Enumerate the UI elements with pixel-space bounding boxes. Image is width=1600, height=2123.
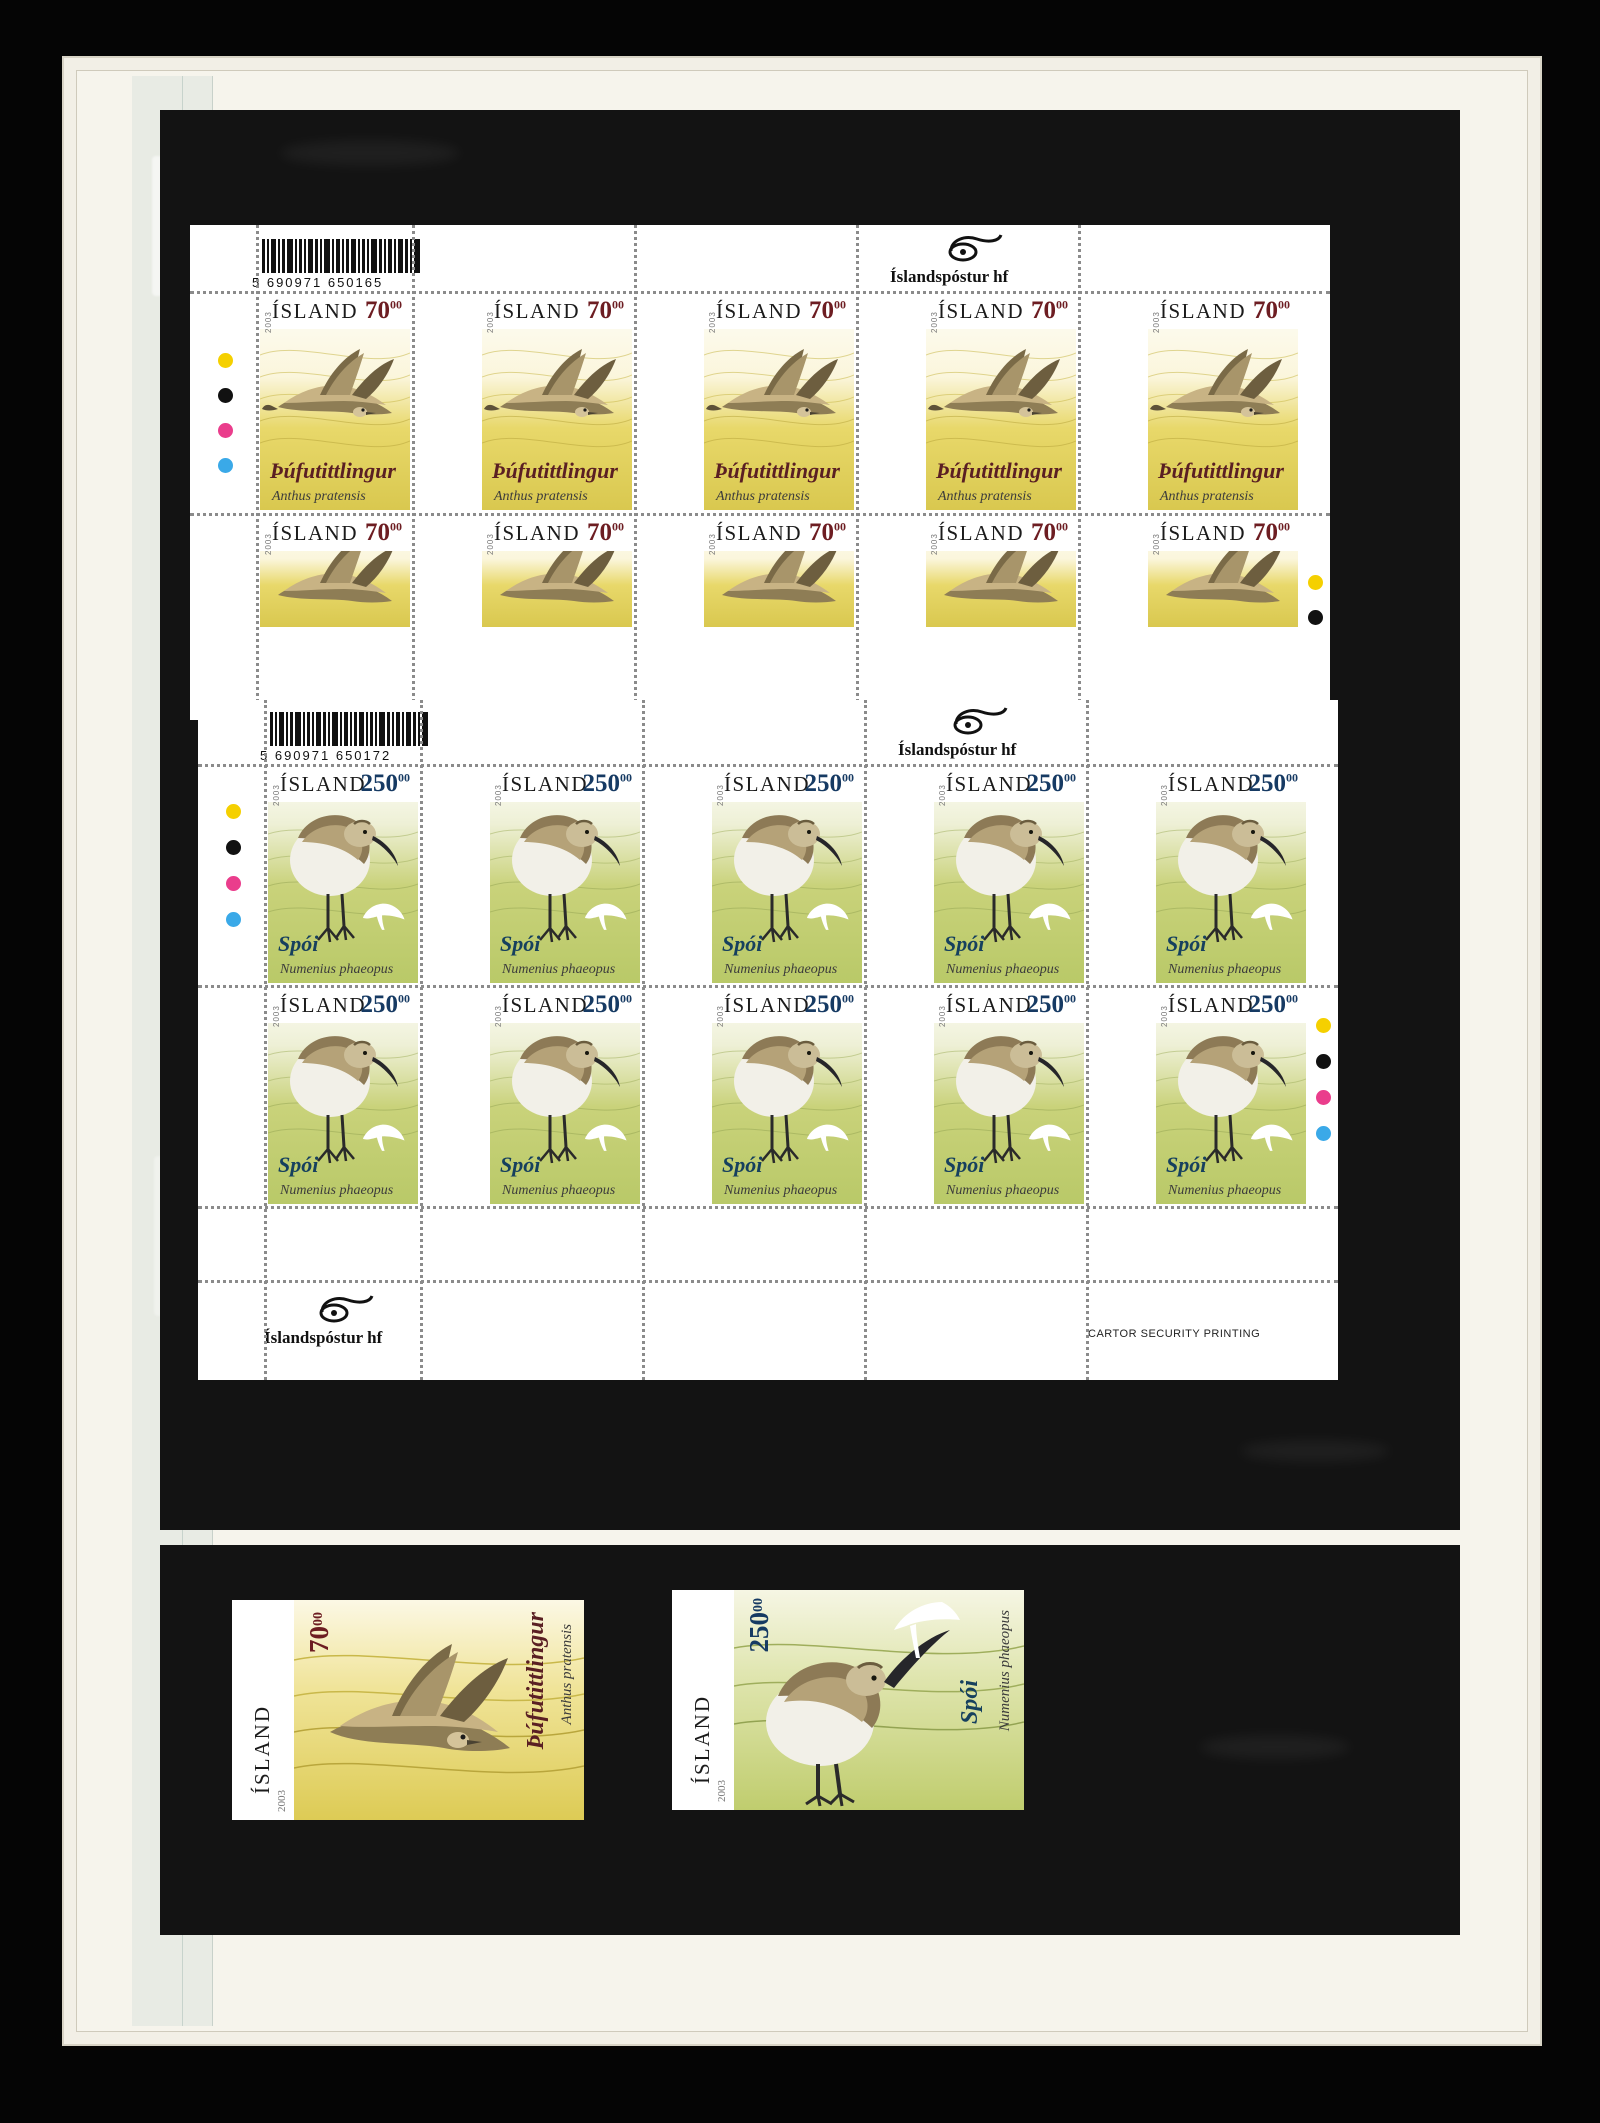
stamp-pipit[interactable] (704, 517, 854, 627)
single-stamp-pipit[interactable] (232, 1600, 584, 1820)
stamp-value: $250^{00}$ (804, 770, 854, 797)
stamp-bird-name: Spói (722, 931, 763, 956)
stamp-bird-name: Spói (944, 931, 985, 956)
stamp-year: 2003 (486, 533, 495, 555)
perforation-col (642, 700, 645, 1380)
perforation-col (412, 225, 415, 720)
stamp-bird-name: Þúfutittlingur (523, 1612, 549, 1750)
perforation-row (190, 513, 1330, 516)
stamp-bird-name: Þúfutittlingur (492, 458, 618, 483)
barcode-whimbrel (270, 712, 430, 746)
white-bird-silhouette (1244, 1109, 1296, 1153)
color-dot-black (1308, 610, 1323, 625)
stamp-year: 2003 (938, 784, 947, 806)
stamp-latin-name: Numenius phaeopus (280, 962, 394, 977)
stamp-bird-name: Þúfutittlingur (714, 458, 840, 483)
stamp-value: $250^{00}$ (360, 770, 410, 797)
color-dot-cyan (218, 458, 233, 473)
stamp-bird-name: Spói (944, 1152, 985, 1177)
stamp-value: $70^{00}$ (809, 297, 846, 324)
stamp-year: 2003 (264, 533, 273, 555)
perforation-row (198, 985, 1338, 988)
stamp-latin-name: Numenius phaeopus (502, 1183, 616, 1198)
stamp-value: $250^{00}$ (582, 770, 632, 797)
stamp-latin-name: Numenius phaeopus (1168, 962, 1282, 977)
white-bird-silhouette (800, 1109, 852, 1153)
stamp-year: 2003 (272, 1005, 281, 1027)
perforation-col (634, 225, 637, 720)
imprint-whimbrel-top: Íslandspóstur hf (898, 740, 1017, 759)
single-stamp-whimbrel[interactable] (672, 1590, 1024, 1810)
card-smudge (1200, 1735, 1350, 1759)
stamp-latin-name: Anthus pratensis (559, 1624, 575, 1725)
stamp-pipit[interactable] (926, 517, 1076, 627)
stamp-pipit[interactable] (704, 295, 854, 510)
stamp-whimbrel[interactable] (712, 989, 862, 1204)
stamp-whimbrel[interactable] (268, 989, 418, 1204)
stamp-year: 2003 (930, 533, 939, 555)
color-dot-black (1316, 1054, 1331, 1069)
color-dot-cyan (1316, 1126, 1331, 1141)
stamp-latin-name: Anthus pratensis (494, 489, 588, 504)
stamp-country: ÍSLAND (272, 299, 358, 323)
stamp-bird-name: Spói (1166, 1152, 1207, 1177)
stamp-whimbrel[interactable] (490, 768, 640, 983)
card-smudge (280, 140, 460, 166)
stamp-latin-name: Numenius phaeopus (724, 1183, 838, 1198)
stamp-pipit[interactable] (1148, 517, 1298, 627)
stamp-value: $250^{00}$ (1248, 770, 1298, 797)
stamp-value: $250^{00}$ (1248, 991, 1298, 1018)
stamp-year: 2003 (276, 1790, 288, 1812)
color-dot-magenta (1316, 1090, 1331, 1105)
perforation-col (1078, 225, 1081, 720)
barcode-number-pipit: 5 690971 650165 (252, 275, 384, 290)
stamp-country: ÍSLAND (494, 299, 580, 323)
stamp-bird-name: Spói (278, 1152, 319, 1177)
stamp-whimbrel[interactable] (934, 989, 1084, 1204)
perforation-row (198, 764, 1338, 767)
perforation-row (198, 1206, 1338, 1209)
white-bird-silhouette (1022, 1109, 1074, 1153)
stamp-pipit[interactable] (260, 295, 410, 510)
posthorn-icon (945, 231, 1005, 265)
stamp-value: $250^{00}$ (582, 991, 632, 1018)
stamp-latin-name: Anthus pratensis (272, 489, 366, 504)
stamp-bird-name: Þúfutittlingur (270, 458, 396, 483)
white-bird-silhouette (1244, 888, 1296, 932)
stamp-value: $70^{00}$ (1253, 297, 1290, 324)
stamp-value: 25000 (744, 1598, 774, 1653)
stamp-year: 2003 (716, 1005, 725, 1027)
stamp-pipit[interactable] (1148, 295, 1298, 510)
stamp-bird-name: Þúfutittlingur (936, 458, 1062, 483)
stamp-year: 2003 (708, 533, 717, 555)
color-dot-yellow (1316, 1018, 1331, 1033)
perforation-col (264, 700, 267, 1380)
stamp-year: 2003 (938, 1005, 947, 1027)
stamp-country: ÍSLAND (1160, 299, 1246, 323)
stamp-pipit[interactable] (482, 295, 632, 510)
color-dot-yellow (1308, 575, 1323, 590)
stamp-latin-name: Numenius phaeopus (502, 962, 616, 977)
stamp-country: ÍSLAND (1160, 521, 1246, 545)
stamp-latin-name: Numenius phaeopus (946, 962, 1060, 977)
stamp-pipit[interactable] (482, 517, 632, 627)
stamp-year: 2003 (494, 784, 503, 806)
stamp-value: $70^{00}$ (365, 519, 402, 546)
stamp-whimbrel[interactable] (712, 768, 862, 983)
stamp-country: ÍSLAND (494, 521, 580, 545)
stamp-latin-name: Anthus pratensis (1160, 489, 1254, 504)
stamp-country: ÍSLAND (724, 993, 810, 1017)
stamp-value: 7000 (304, 1612, 334, 1653)
stamp-value: $70^{00}$ (809, 519, 846, 546)
stamp-year: 2003 (716, 1780, 728, 1802)
stamp-country: ÍSLAND (946, 772, 1032, 796)
stamp-country: ÍSLAND (946, 993, 1032, 1017)
stamp-whimbrel[interactable] (268, 768, 418, 983)
stamp-bird-name: Spói (500, 1152, 541, 1177)
stamp-latin-name: Anthus pratensis (938, 489, 1032, 504)
barcode-number-whimbrel: 5 690971 650172 (260, 748, 392, 763)
stamp-country: ÍSLAND (716, 299, 802, 323)
stamp-country: ÍSLAND (1168, 772, 1254, 796)
stamp-value: $250^{00}$ (360, 991, 410, 1018)
stamp-country: ÍSLAND (280, 772, 366, 796)
posthorn-icon (950, 704, 1010, 738)
stamp-year: 2003 (930, 311, 939, 333)
white-bird-silhouette (578, 1109, 630, 1153)
color-dot-black (218, 388, 233, 403)
stamp-bird-name: Spói (957, 1680, 983, 1725)
stamp-whimbrel[interactable] (1156, 768, 1306, 983)
stamp-country: ÍSLAND (938, 299, 1024, 323)
perforation-col (256, 225, 259, 720)
stamp-year: 2003 (272, 784, 281, 806)
stamp-country: ÍSLAND (502, 772, 588, 796)
color-dot-yellow (218, 353, 233, 368)
stamp-value: $70^{00}$ (1031, 297, 1068, 324)
stamp-bird-name: Spói (278, 931, 319, 956)
stamp-latin-name: Anthus pratensis (716, 489, 810, 504)
color-dot-cyan (226, 912, 241, 927)
stamp-year: 2003 (1160, 1005, 1169, 1027)
white-bird-silhouette (800, 888, 852, 932)
stamp-value: $70^{00}$ (587, 297, 624, 324)
stamp-bird-name: Spói (500, 931, 541, 956)
posthorn-icon (316, 1292, 376, 1326)
stamp-year: 2003 (1152, 311, 1161, 333)
color-dot-black (226, 840, 241, 855)
stamp-country: ÍSLAND (502, 993, 588, 1017)
stamp-latin-name: Numenius phaeopus (1168, 1183, 1282, 1198)
stamp-value: $70^{00}$ (1031, 519, 1068, 546)
imprint-whimbrel-bottom: Íslandspóstur hf (264, 1328, 383, 1347)
color-dot-yellow (226, 804, 241, 819)
stamp-year: 2003 (486, 311, 495, 333)
stamp-whimbrel[interactable] (934, 768, 1084, 983)
stamp-latin-name: Numenius phaeopus (280, 1183, 394, 1198)
perforation-col (420, 700, 423, 1380)
stamp-country: ÍSLAND (272, 521, 358, 545)
printer-credit: CARTOR SECURITY PRINTING (1088, 1328, 1261, 1340)
white-bird-silhouette (356, 888, 408, 932)
white-bird-silhouette (1022, 888, 1074, 932)
stamp-year: 2003 (494, 1005, 503, 1027)
stamp-whimbrel[interactable] (1156, 989, 1306, 1204)
stamp-country: ÍSLAND (1168, 993, 1254, 1017)
stamp-latin-name: Numenius phaeopus (997, 1610, 1013, 1732)
stamp-value: $70^{00}$ (365, 297, 402, 324)
stamp-year: 2003 (264, 311, 273, 333)
stamp-latin-name: Numenius phaeopus (724, 962, 838, 977)
color-dot-magenta (226, 876, 241, 891)
barcode-pipit (262, 239, 422, 273)
stamp-country: ÍSLAND (250, 1705, 274, 1794)
perforation-row (190, 291, 1330, 294)
white-bird-silhouette (578, 888, 630, 932)
perforation-row (198, 1280, 1338, 1283)
stamp-country: ÍSLAND (938, 521, 1024, 545)
stamp-bird-name: Þúfutittlingur (1158, 458, 1284, 483)
stamp-value: $70^{00}$ (587, 519, 624, 546)
color-dot-magenta (218, 423, 233, 438)
stamp-year: 2003 (1160, 784, 1169, 806)
stamp-value: $250^{00}$ (1026, 770, 1076, 797)
stamp-whimbrel[interactable] (490, 989, 640, 1204)
imprint-pipit: Íslandspóstur hf (890, 267, 1009, 286)
stamp-country: ÍSLAND (280, 993, 366, 1017)
stamp-country: ÍSLAND (690, 1695, 714, 1784)
stamp-year: 2003 (1152, 533, 1161, 555)
mini-sheet-whimbrel[interactable] (198, 700, 1338, 1380)
card-smudge (1240, 1440, 1390, 1462)
white-bird-silhouette (356, 1109, 408, 1153)
stamp-country: ÍSLAND (724, 772, 810, 796)
stamp-pipit[interactable] (260, 517, 410, 627)
stamp-value: $250^{00}$ (1026, 991, 1076, 1018)
stamp-latin-name: Numenius phaeopus (946, 1183, 1060, 1198)
stamp-bird-name: Spói (722, 1152, 763, 1177)
perforation-col (856, 225, 859, 720)
stamp-year: 2003 (708, 311, 717, 333)
stamp-year: 2003 (716, 784, 725, 806)
stamp-pipit[interactable] (926, 295, 1076, 510)
perforation-col (864, 700, 867, 1380)
stamp-value: $70^{00}$ (1253, 519, 1290, 546)
stamp-bird-name: Spói (1166, 931, 1207, 956)
mini-sheet-pipit[interactable] (190, 225, 1330, 720)
perforation-col (1086, 700, 1089, 1380)
stamp-country: ÍSLAND (716, 521, 802, 545)
stamp-value: $250^{00}$ (804, 991, 854, 1018)
